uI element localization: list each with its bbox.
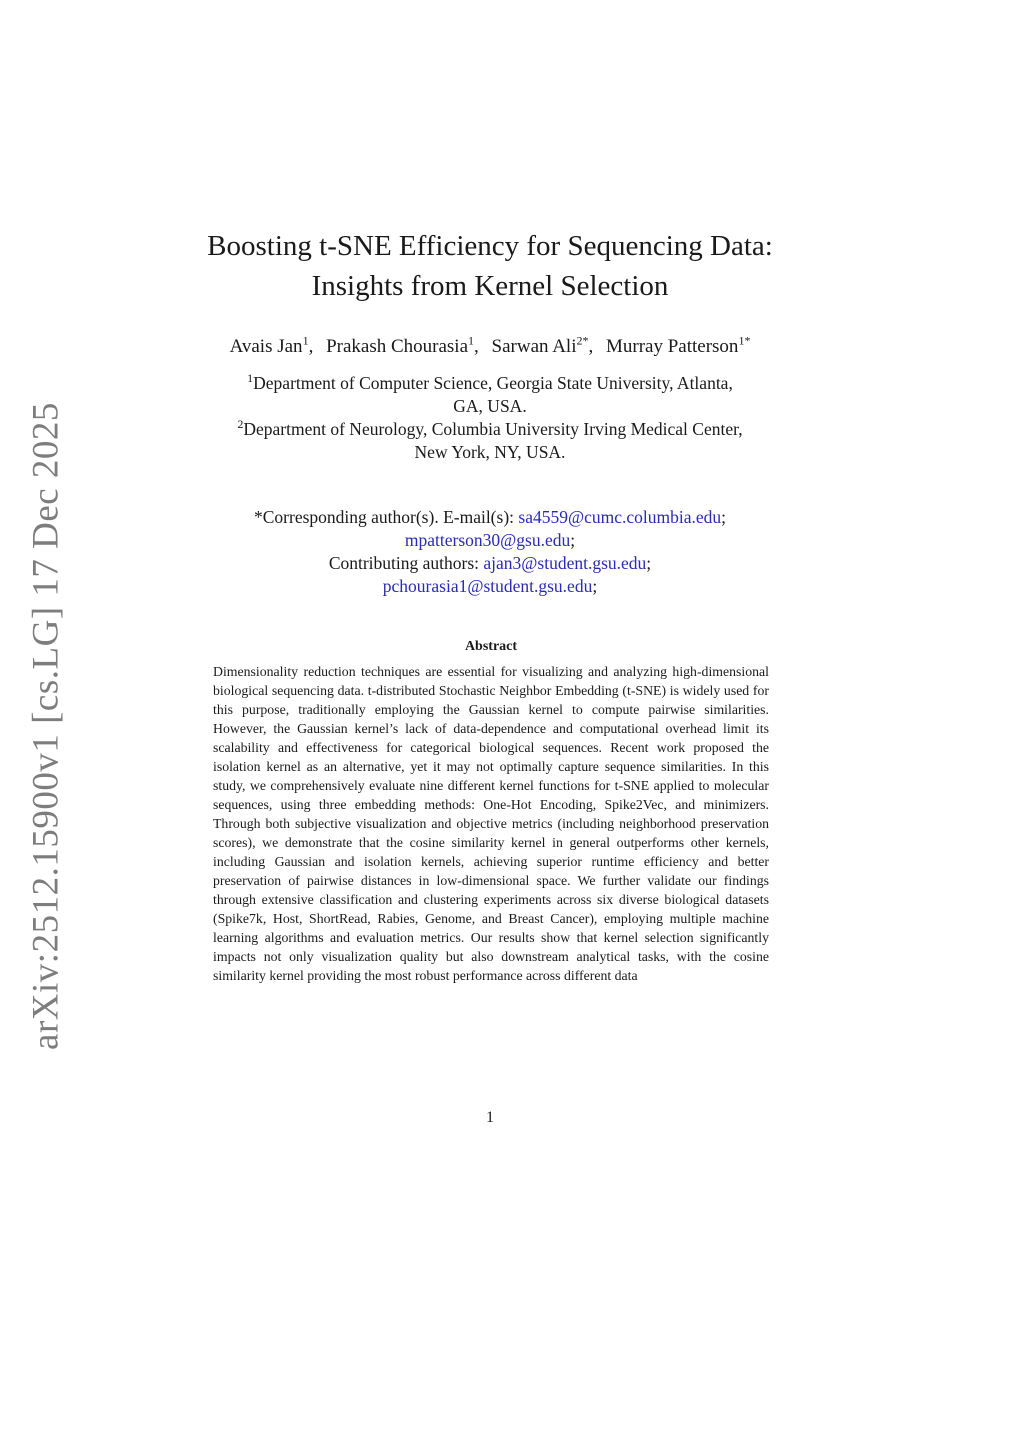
contact-block: *Corresponding author(s). E-mail(s): sa4559@cumc.columbia.edu; mpatterson30@gsu.edu; Contributing authors: ajan3@student.gsu.edu; pchourasia1@student.gsu.edu; [254,507,726,596]
title-line-1: Boosting t-SNE Efficiency for Sequencing Data: [207,230,773,262]
abstract-text: Dimensionality reduction techniques are essential for visualizing and analyzing high-dimensional biological sequencing data. t-distributed Stochastic Neighbor Embedding (t-SNE) is widely used for this purpose, traditionally employing the Gaussian kernel to compute pairwise similarities. However, the Gaussian kernel’s lack of data-dependence and computational overhead limit its scalability and effectiveness for categorical biological sequences. Recent work proposed the isolation kernel as an alternative, yet it may not optimally capture sequence similarities. In this study, we comprehensively evaluate nine different kernel functions for t-SNE applied to molecular sequences, using three embedding methods: One-Hot Encoding, Spike2Vec, and minimizers. Through both subjective visualization and objective metrics (including neighborhood preservation scores), we demonstrate that the cosine similarity kernel in general outperforms other kernels, including Gaussian and isolation kernels, achieving superior runtime efficiency and better preservation of pairwise distances in low-dimensional space. We further validate our findings through extensive classification and clustering experiments across six diverse biological datasets (Spike7k, Host, ShortRead, Rabies, Genome, and Breast Cancer), employing multiple machine learning algorithms and evaluation metrics. Our results show that kernel selection significantly impacts not only visualization quality but also downstream analytical tasks, with the cosine similarity kernel providing the most robust performance across different data [213,664,769,983]
corresponding-label: *Corresponding author(s). E-mail(s): [254,507,515,527]
paper-title [150,226,830,306]
author: Murray Patterson$^{1*}$ [605,333,751,357]
author: Avais Jan$^1$, [229,333,314,357]
arxiv-identifier-stamp: arXiv:2512.15900v1 [cs.LG] 17 Dec 2025 [25,402,67,1050]
page-number: 1 [486,1109,494,1126]
author: Sarwan Ali$^{2*}$, [491,333,594,357]
email-link[interactable]: sa4559@cumc.columbia.edu [518,507,722,527]
affiliation-2: $^2$Department of Neurology, Columbia University Irving Medical Center, New York, NY, USA. [237,417,743,462]
author: Prakash Chourasia$^1$, [326,333,479,357]
author-list [120,335,860,359]
affiliation-1: $^1$Department of Computer Science, Georgia State University, Atlanta, GA, USA. [247,371,733,416]
title-line-2: Insights from Kernel Selection [311,270,669,302]
email-link[interactable]: ajan3@student.gsu.edu [483,553,647,573]
email-link[interactable]: mpatterson30@gsu.edu [404,530,571,550]
email-link[interactable]: pchourasia1@student.gsu.edu [382,576,593,596]
abstract-heading: Abstract [464,639,518,654]
contributing-label: Contributing authors: [328,553,480,573]
